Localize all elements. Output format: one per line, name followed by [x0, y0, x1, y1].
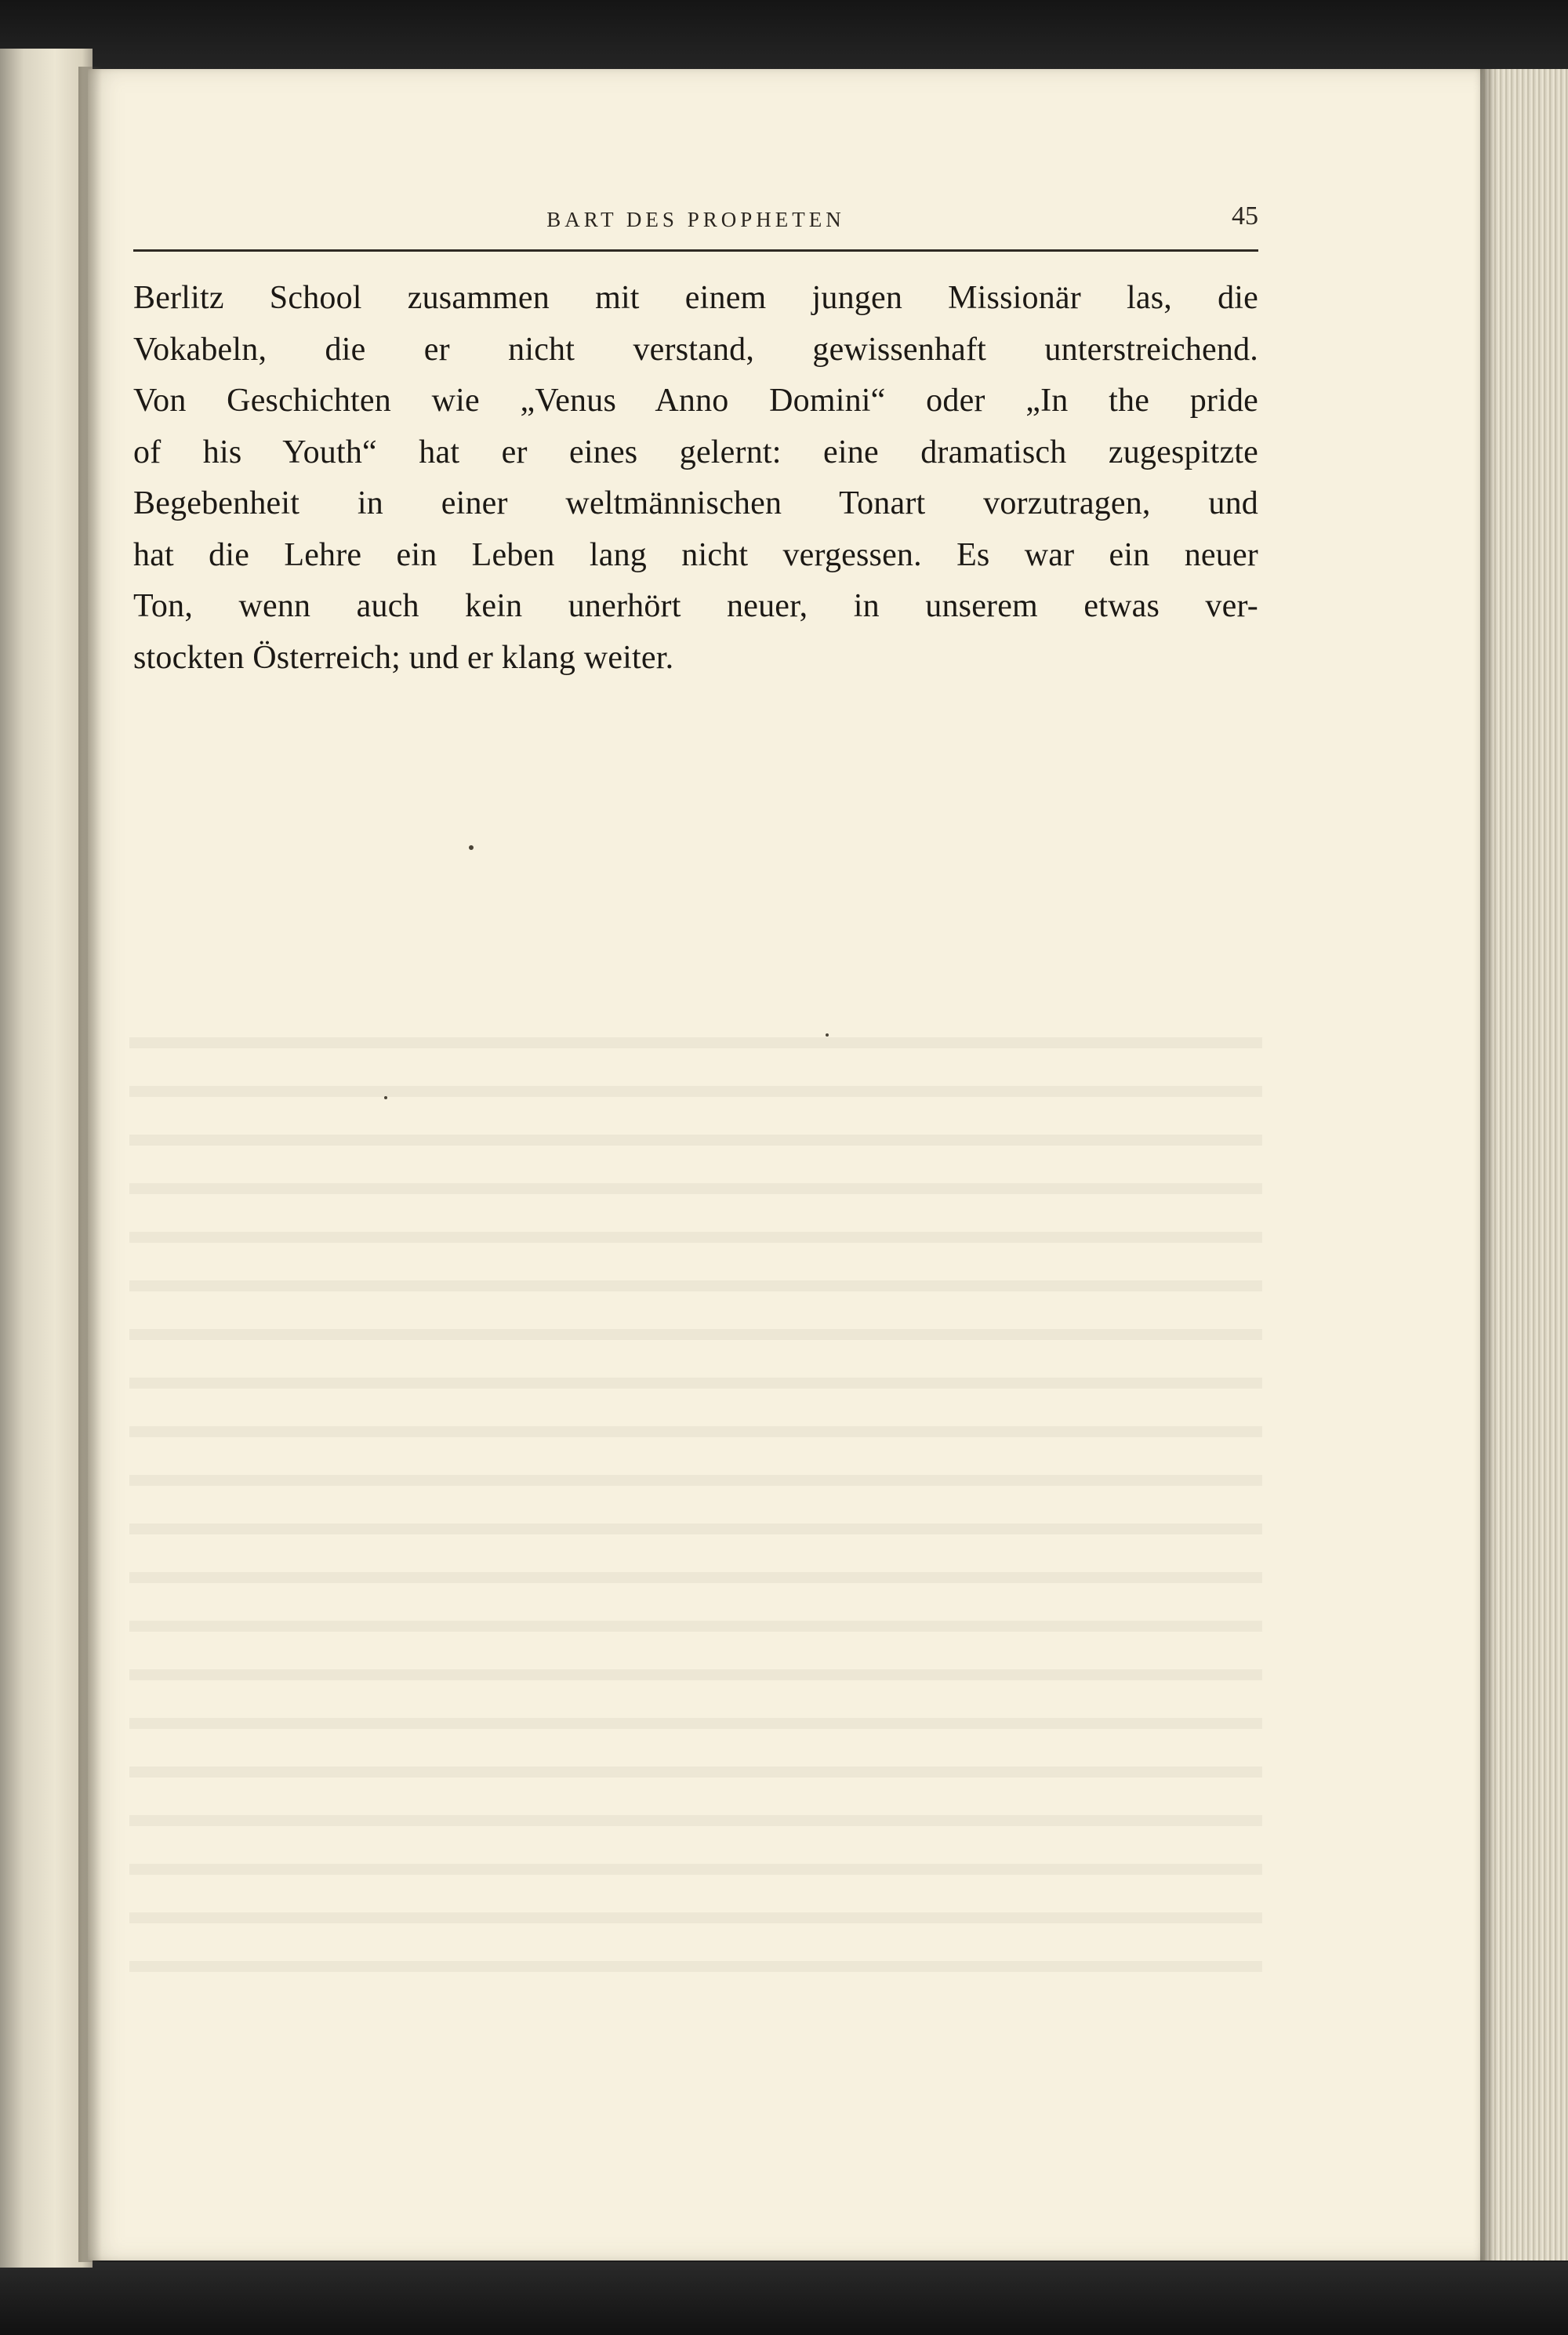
running-head: BART DES PROPHETEN [546, 208, 845, 231]
text-line: of his Youth“ hat er eines gelernt: eine dramatisch zugespitzte [133, 434, 1258, 470]
page-header [133, 200, 1258, 247]
ink-speck [826, 1033, 829, 1037]
page-stack-shadow [1480, 69, 1496, 2261]
text-line: Berlitz School zusammen mit einem jungen Missionär las, die [133, 280, 1258, 316]
text-line: stockten Österreich; und er klang weiter. [133, 639, 674, 676]
ink-speck [469, 845, 474, 850]
text-line: Ton, wenn auch kein unerhört neuer, in unserem etwas ver- [133, 588, 1258, 624]
ink-speck [384, 1096, 387, 1099]
header-rule [133, 249, 1258, 252]
text-line: Vokabeln, die er nicht verstand, gewissenhaft unterstreichend. [133, 331, 1258, 368]
reverse-page-showthrough [129, 1008, 1262, 1980]
page-gutter-shadow [78, 67, 102, 2262]
text-line: hat die Lehre ein Leben lang nicht vergessen. Es war ein neuer [133, 536, 1258, 573]
body-paragraph [133, 273, 1258, 684]
text-line: Von Geschichten wie „Venus Anno Domini“ oder „In the pride [133, 383, 1258, 419]
page-number: 45 [1232, 202, 1258, 231]
scanner-background-top [0, 0, 1568, 74]
scanner-background-bottom [0, 2262, 1568, 2335]
text-line: Begebenheit in einer weltmännischen Tonart vorzutragen, und [133, 485, 1258, 521]
